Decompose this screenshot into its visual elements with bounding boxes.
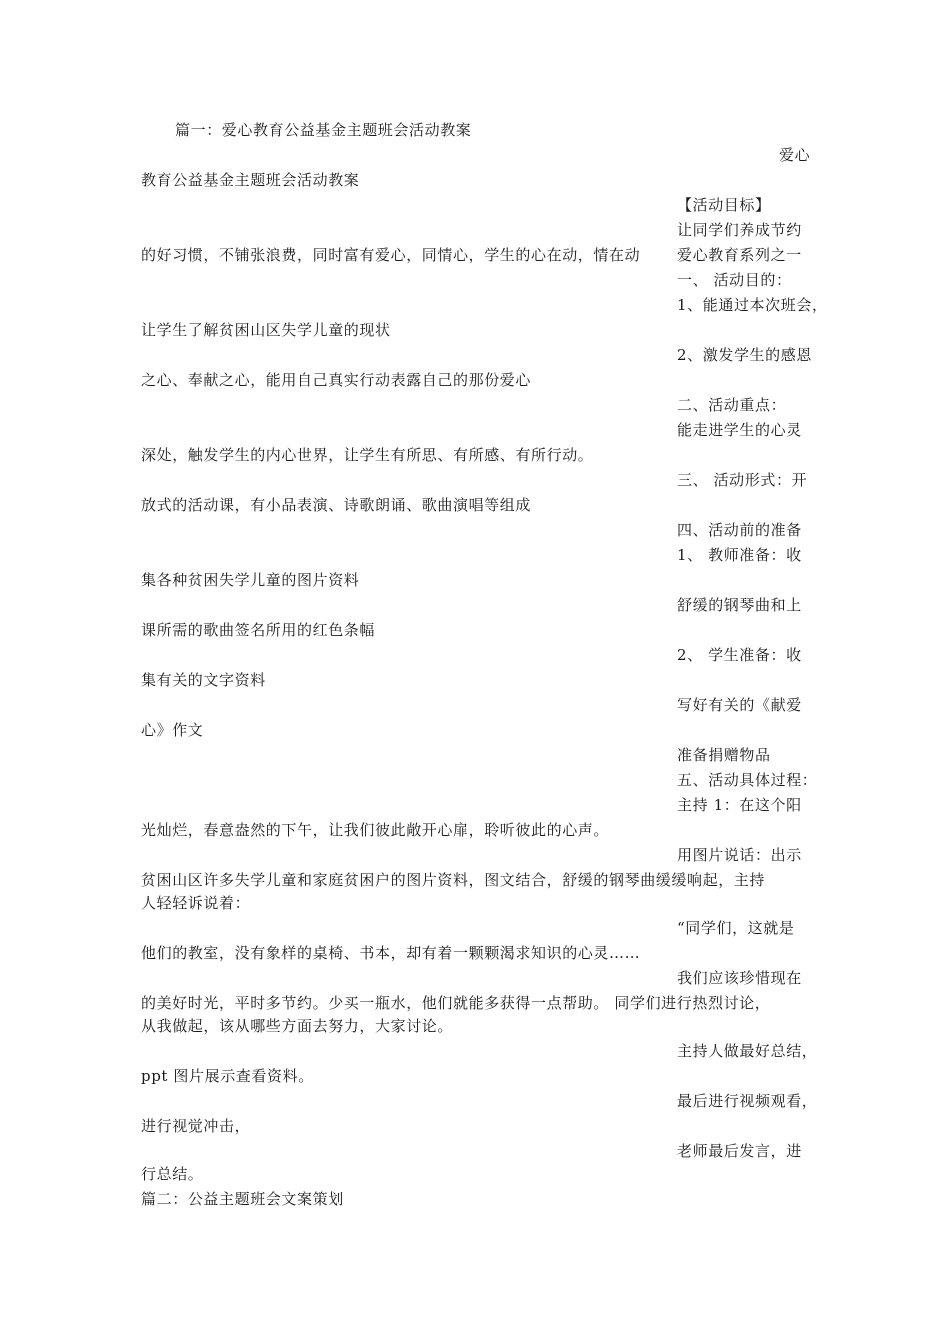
text-line: 用图片说话：出示 [677,846,802,864]
text-line: 课所需的歌曲签名所用的红色条幅 [141,621,376,639]
text-line: 写好有关的《献爱 [677,696,802,714]
text-line: 集有关的文字资料 [141,671,266,689]
text-line: 老师最后发言，进 [677,1142,802,1160]
text-line: ppt 图片展示查看资料。 [141,1067,314,1085]
text-line: 他们的教室，没有象样的桌椅、书本，却有着一颗颗渴求知识的心灵…… [141,944,641,962]
text-line: 2、 学生准备：收 [677,646,802,664]
text-line: 之心、奉献之心，能用自己真实行动表露自己的那份爱心 [141,371,532,389]
text-line: 行总结。 [141,1165,204,1183]
text-line: 1、 教师准备：收 [677,546,802,564]
text-line: 心》作文 [141,721,204,739]
article-title: 篇二：公益主题班会文案策划 [141,1190,344,1208]
text-line: “同学们，这就是 [677,919,795,937]
text-line: 放式的活动课，有小品表演、诗歌朗诵、歌曲演唱等组成 [141,496,532,514]
text-line: 2、激发学生的感恩 [677,346,812,364]
article-title: 篇一：爱心教育公益基金主题班会活动教案 [175,121,472,139]
text-line: 教育公益基金主题班会活动教案 [141,171,360,189]
text-line: 主持人做最好总结， [677,1042,818,1060]
text-line: 让学生了解贫困山区失学儿童的现状 [141,321,391,339]
text-line: 集各种贫困失学儿童的图片资料 [141,571,360,589]
section-heading: 二、活动重点： [677,396,787,414]
text-line: 贫困山区许多失学儿童和家庭贫困户的图片资料，图文结合，舒缓的钢琴曲缓缓响起，主持 [141,871,766,889]
text-line: 进行视觉冲击， [141,1117,251,1135]
text-line: 爱心教育系列之一 [677,246,802,264]
text-line: 让同学们养成节约 [677,221,802,239]
text-line: 人轻轻诉说着： [141,894,251,912]
text-line: 的美好时光，平时多节约。少买一瓶水，他们就能多获得一点帮助。 同学们进行热烈讨论， [141,994,771,1012]
text-line: 的好习惯，不铺张浪费，同时富有爱心，同情心，学生的心在动，情在动 [141,246,641,264]
section-heading: 四、活动前的准备 [677,521,802,539]
text-line: 爱心 [779,146,811,164]
text-line: 1、能通过本次班会， [677,296,828,314]
section-heading: 【活动目标】 [677,196,771,214]
text-line: 能走进学生的心灵 [677,421,802,439]
section-heading: 五、活动具体过程： [677,771,818,789]
text-line: 我们应该珍惜现在 [677,969,802,987]
section-heading: 一、 活动目的： [677,271,792,289]
text-line: 深处，触发学生的内心世界，让学生有所思、有所感、有所行动。 [141,446,594,464]
text-line: 舒缓的钢琴曲和上 [677,596,802,614]
text-line: 光灿烂，春意盎然的下午，让我们彼此敞开心扉，聆听彼此的心声。 [141,821,610,839]
text-line: 最后进行视频观看， [677,1092,818,1110]
text-line: 从我做起，该从哪些方面去努力，大家讨论。 [141,1017,454,1035]
section-heading: 三、 活动形式：开 [677,471,808,489]
text-line: 准备捐赠物品 [677,746,771,764]
text-line: 主持 1：在这个阳 [677,796,802,814]
